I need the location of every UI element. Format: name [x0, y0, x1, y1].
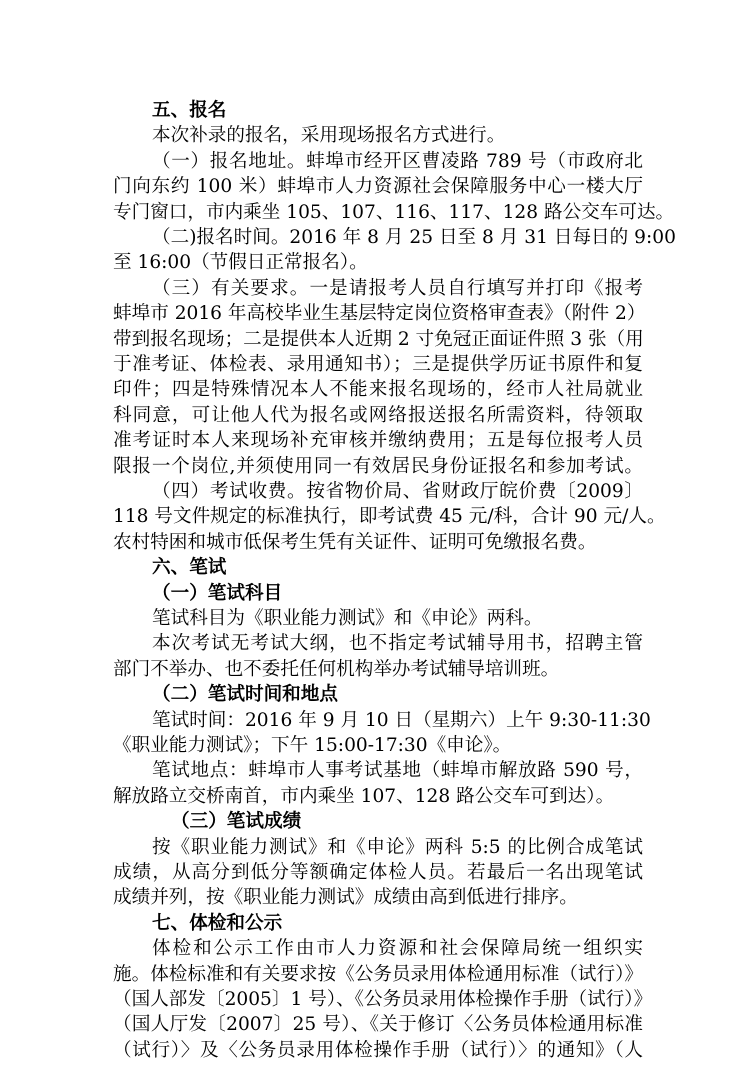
- paragraph-line: 笔试时间：2016 年 9 月 10 日（星期六）上午 9:30-11:30: [152, 709, 651, 731]
- paragraph-line: 《职业能力测试》；下午 15:00-17:30《申论》。: [113, 735, 512, 756]
- section-heading-medical-exam: 七、体检和公示: [152, 912, 283, 934]
- paragraph-line: 本次补录的报名，采用现场报名方式进行。: [152, 125, 506, 147]
- paragraph-line: 印件；四是特殊情况本人不能来报名现场的，经市人社局就业: [113, 379, 643, 401]
- paragraph-line: 成绩，从高分到低分等额确定体检人员。若最后一名出现笔试: [113, 862, 643, 883]
- paragraph-line: 带到报名现场；二是提供本人近期 2 寸免冠正面证件照 3 张（用: [113, 328, 644, 350]
- paragraph-line: 部门不举办、也不委托任何机构举办考试辅导培训班。: [113, 658, 560, 680]
- paragraph-line: 专门窗口，市内乘坐 105、107、116、117、128 路公交车可达。: [113, 201, 675, 223]
- subsection-heading: （二）笔试时间和地点: [152, 684, 338, 706]
- paragraph-line: 蚌埠市 2016 年高校毕业生基层特定岗位资格审查表》（附件 2）: [113, 303, 646, 325]
- paragraph-line: 118 号文件规定的标准执行，即考试费 45 元/科，合计 90 元/人。: [113, 506, 666, 528]
- paragraph-line: （国人厅发〔2007〕25 号）、《关于修订〈公务员体检通用标准: [113, 1014, 643, 1036]
- paragraph-line: 门向东约 100 米）蚌埠市人力资源社会保障服务中心一楼大厅: [113, 176, 643, 198]
- paragraph-line: 本次考试无考试大纲，也不指定考试辅导用书，招聘主管: [152, 633, 643, 655]
- paragraph-line: 科同意，可让他人代为报名或网络报送报名所需资料，待领取: [113, 404, 643, 426]
- paragraph-line: （国人部发〔2005〕1 号）、《公务员录用体检操作手册（试行）》: [113, 989, 653, 1010]
- paragraph-line: 农村特困和城市低保考生凭有关证件、证明可免缴报名费。: [113, 531, 597, 553]
- paragraph-line: 于准考证、体检表、录用通知书）；三是提供学历证书原件和复: [113, 354, 643, 375]
- paragraph-line: 笔试科目为《职业能力测试》和《申论》两科。: [152, 608, 543, 629]
- paragraph-line: 至 16:00（节假日正常报名）。: [113, 252, 368, 274]
- paragraph-line: 笔试地点：蚌埠市人事考试基地（蚌埠市解放路 590 号，: [152, 760, 643, 782]
- subsection-heading: （三）笔试成绩: [171, 811, 302, 833]
- paragraph-line: （一）报名地址。蚌埠市经开区曹凌路 789 号（市政府北: [152, 150, 643, 172]
- paragraph-line: 施。体检标准和有关要求按《公务员录用体检通用标准（试行）》: [113, 963, 643, 985]
- subsection-heading: （一）笔试科目: [152, 582, 283, 604]
- paragraph-line: （四）考试收费。按省物价局、省财政厅皖价费〔2009〕: [152, 481, 643, 502]
- section-heading-written-exam: 六、笔试: [152, 557, 227, 579]
- paragraph-line: 按《职业能力测试》和《申论》两科 5:5 的比例合成笔试: [152, 836, 643, 858]
- paragraph-line: 成绩并列，按《职业能力测试》成绩由高到低进行排序。: [113, 887, 578, 909]
- paragraph-line: （三）有关要求。一是请报考人员自行填写并打印《报考: [152, 277, 643, 299]
- paragraph-line: 解放路立交桥南首，市内乘坐 107、128 路公交车可到达）。: [113, 785, 615, 807]
- paragraph-line: 限报一个岗位,并须使用同一有效居民身份证报名和参加考试。: [113, 455, 643, 477]
- paragraph-line: 准考证时本人来现场补充审核并缴纳费用；五是每位报考人员: [113, 430, 643, 452]
- paragraph-line: （二)报名时间。2016 年 8 月 25 日至 8 月 31 日每日的 9:00: [152, 227, 676, 248]
- section-heading-registration: 五、报名: [152, 100, 227, 121]
- paragraph-line: 体检和公示工作由市人力资源和社会保障局统一组织实: [152, 938, 643, 960]
- paragraph-line: （试行）〉及〈公务员录用体检操作手册（试行）〉的通知》（人: [113, 1039, 643, 1061]
